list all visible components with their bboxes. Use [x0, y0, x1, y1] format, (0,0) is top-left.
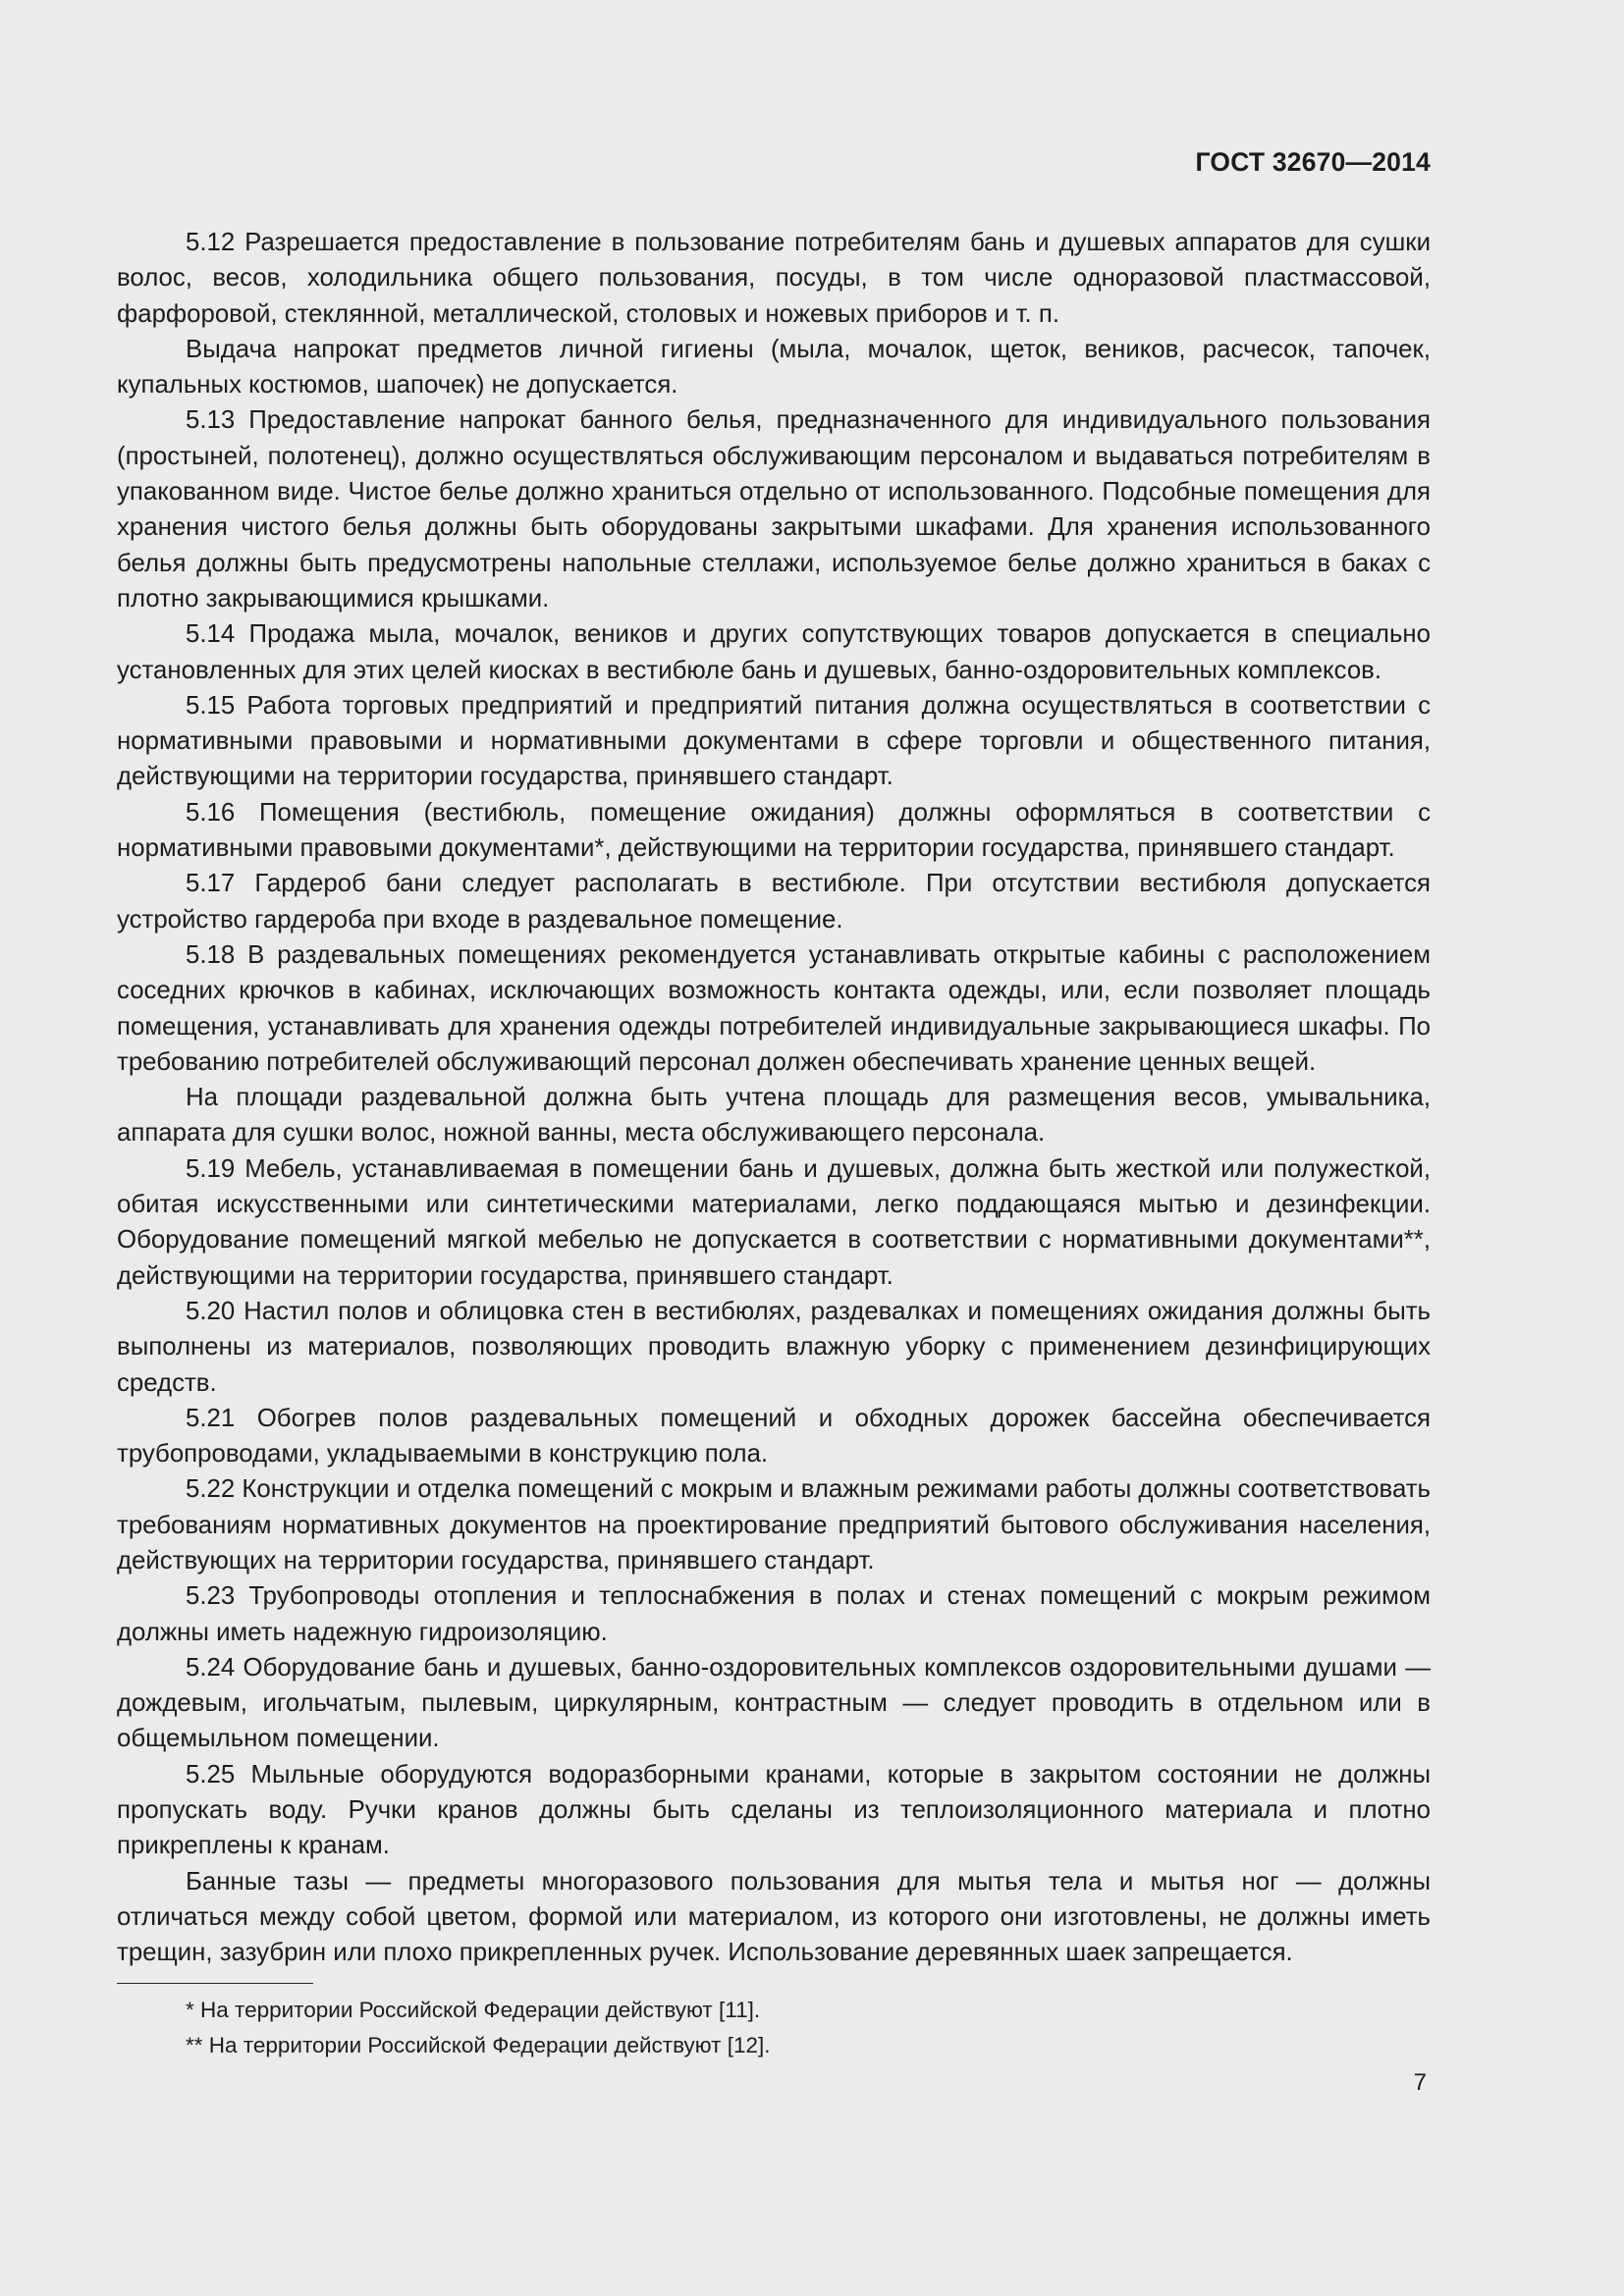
- document-code: ГОСТ 32670—2014: [1195, 147, 1431, 177]
- paragraph-5-24: 5.24 Оборудование бань и душевых, банно-оздоровительных комплексов оздоровительными душами — дождевым, игольчатым, пылевым, циркулярным, контрастным — следует проводить в отдельном или в общемыльном помещении.: [117, 1653, 1431, 1753]
- document-body: [117, 225, 1431, 1971]
- paragraph-5-21: 5.21 Обогрев полов раздевальных помещений и обходных дорожек бассейна обеспечивается трубопроводами, укладываемыми в конструкцию пола.: [117, 1404, 1431, 1468]
- paragraph-5-12: 5.12 Разрешается предоставление в пользование потребителям бань и душевых аппаратов для сушки волос, весов, холодильника общего пользования, посуды, в том числе одноразовой пластмассовой, фарфоровой, стеклянной, металлической, столовых и ножевых приборов и т. п.: [117, 229, 1431, 328]
- page-number: 7: [1413, 2069, 1427, 2096]
- footnotes: [117, 1993, 1431, 2063]
- paragraph-5-13: 5.13 Предоставление напрокат банного белья, предназначенного для индивидуального пользования (простыней, полотенец), должно осуществляться обслуживающим персоналом и выдаваться потребителям в упакованном виде. Чистое белье должно храниться отдельно от использованного. Подсобные помещения для хранения чистого белья должны быть оборудованы закрытыми шкафами. Для хранения использованного белья должны быть предусмотрены напольные стеллажи, используемое белье должно храниться в баках с плотно закрывающимися крышками.: [117, 406, 1431, 613]
- footnote-1: * На территории Российской Федерации действуют [11].: [186, 1998, 761, 2022]
- footnote-divider: [117, 1983, 313, 1984]
- paragraph-5-18-continued: На площади раздевальной должна быть учтена площадь для размещения весов, умывальника, аппарата для сушки волос, ножной ванны, места обслуживающего персонала.: [117, 1084, 1431, 1148]
- paragraph-5-12-continued: Выдача напрокат предметов личной гигиены (мыла, мочалок, щеток, веников, расчесок, тапочек, купальных костюмов, шапочек) не допускается.: [117, 335, 1431, 400]
- paragraph-5-23: 5.23 Трубопроводы отопления и теплоснабжения в полах и стенах помещений с мокрым режимом должны иметь надежную гидроизоляцию.: [117, 1582, 1431, 1646]
- footnote-2: ** На территории Российской Федерации действуют [12].: [186, 2033, 771, 2057]
- paragraph-5-19: 5.19 Мебель, устанавливаемая в помещении бань и душевых, должна быть жесткой или полужесткой, обитая искусственными или синтетическими материалами, легко поддающаяся мытью и дезинфекции. Оборудование помещений мягкой мебелью не допускается в соответствии с нормативными документами**, действующими на территории государства, принявшего стандарт.: [117, 1154, 1431, 1290]
- paragraph-5-25-continued: Банные тазы — предметы многоразового пользования для мытья тела и мытья ног — должны отличаться между собой цветом, формой или материалом, из которого они изготовлены, не должны иметь трещин, зазубрин или плохо прикрепленных ручек. Использование деревянных шаек запрещается.: [117, 1867, 1431, 1967]
- paragraph-5-14: 5.14 Продажа мыла, мочалок, веников и других сопутствующих товаров допускается в специально установленных для этих целей киосках в вестибюле бань и душевых, банно-оздоровительных комплексов.: [117, 620, 1431, 684]
- paragraph-5-15: 5.15 Работа торговых предприятий и предприятий питания должна осуществляться в соответствии с нормативными правовыми и нормативными документами в сфере торговли и общественного питания, действующими на территории государства, принявшего стандарт.: [117, 691, 1431, 791]
- paragraph-5-25: 5.25 Мыльные оборудуются водоразборными кранами, которые в закрытом состоянии не должны пропускать воду. Ручки кранов должны быть сделаны из теплоизоляционного материала и плотно прикреплены к кранам.: [117, 1760, 1431, 1860]
- paragraph-5-18: 5.18 В раздевальных помещениях рекомендуется устанавливать открытые кабины с расположением соседних крючков в кабинах, исключающих возможность контакта одежды, или, если позволяет площадь помещения, устанавливать для хранения одежды потребителей индивидуальные закрывающиеся шкафы. По требованию потребителей обслуживающий персонал должен обеспечивать хранение ценных вещей.: [117, 940, 1431, 1076]
- paragraph-5-16: 5.16 Помещения (вестибюль, помещение ожидания) должны оформляться в соответствии с нормативными правовыми документами*, действующими на территории государства, принявшего стандарт.: [117, 798, 1431, 863]
- paragraph-5-17: 5.17 Гардероб бани следует располагать в вестибюле. При отсутствии вестибюля допускается устройство гардероба при входе в раздевальное помещение.: [117, 870, 1431, 934]
- paragraph-5-20: 5.20 Настил полов и облицовка стен в вестибюлях, раздевалках и помещениях ожидания должны быть выполнены из материалов, позволяющих проводить влажную уборку с применением дезинфицирующих средств.: [117, 1297, 1431, 1397]
- paragraph-5-22: 5.22 Конструкции и отделка помещений с мокрым и влажным режимами работы должны соответствовать требованиям нормативных документов на проектирование предприятий бытового обслуживания населения, действующих на территории государства, принявшего стандарт.: [117, 1475, 1431, 1575]
